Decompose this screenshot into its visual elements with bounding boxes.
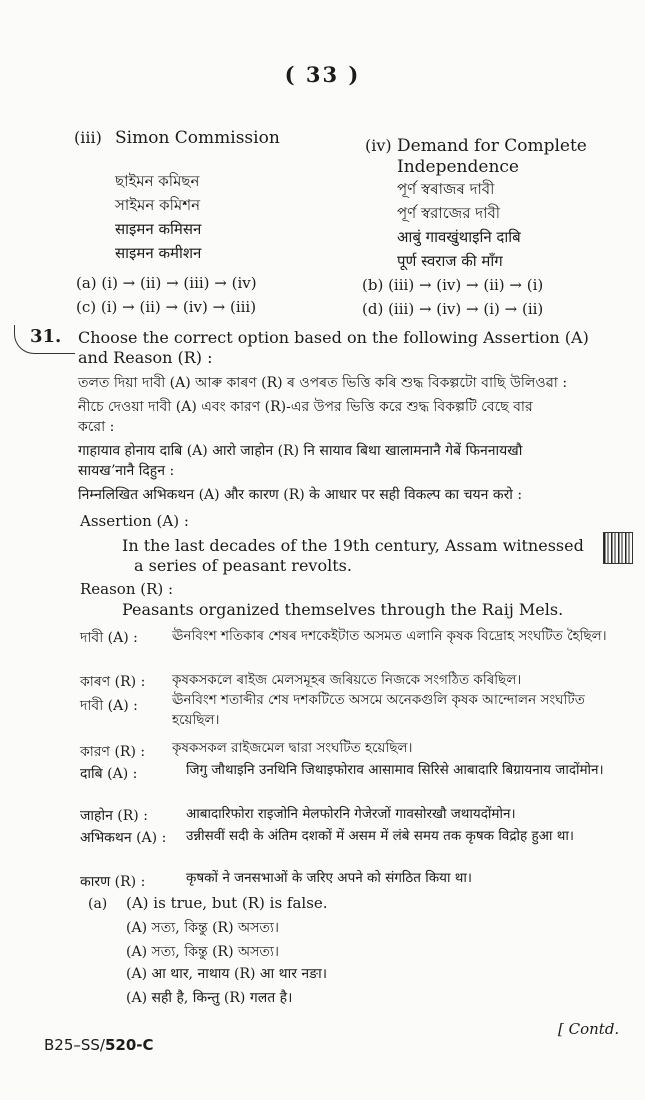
translation-text: उन्नीसवीं सदी के अंतिम दशकों में असम में लंबे समय तक कृषक विद्रोह हुआ था। (186, 828, 574, 844)
translation-label: কারণ (R) : (80, 744, 146, 760)
paper-code-suffix: 520-C (104, 1036, 154, 1054)
option-iv-bengali: পূর্ণ স্বরাজের দাবী (397, 204, 501, 222)
instruction-assamese: তলত দিয়া দাবী (A) আৰু কাৰণ (R) ৰ ওপৰত ভিত্তি কৰি শুদ্ধ বিকল্পটো বাছি উলিওৱা : (78, 375, 568, 391)
page-number: ( 33 ) (284, 62, 361, 87)
assertion-text-1: In the last decades of the 19th century, Assam witnessed (122, 536, 584, 555)
instruction-bengali-2: করো : (78, 419, 115, 435)
translation-label: दाबि (A) : (80, 766, 138, 782)
translation-label: अभिकथन (A) : (80, 830, 167, 846)
translation-text: कृषकों ने जनसभाओं के जरिए अपने को संगठित किया था। (186, 870, 472, 886)
reason-text: Peasants organized themselves through the Raij Mels. (122, 600, 564, 619)
reason-label: Reason (R) : (80, 580, 174, 598)
option-iv-hindi: पूर्ण स्वराज की माँग (397, 252, 503, 270)
qr-code-icon (603, 532, 633, 564)
translation-text: ঊনবিংশ শতিকাৰ শেষৰ দশকেইটাত অসমত এলানি কৃষক বিদ্ৰোহ সংঘটিত হৈছিল। (172, 628, 607, 644)
assertion-text-2: a series of peasant revolts. (134, 556, 352, 575)
instruction-bodo-2: सायखʼनानै दिहुन : (78, 463, 175, 479)
option-iii-english: Simon Commission (115, 128, 280, 148)
paper-code (44, 1036, 154, 1054)
answer-c-sequence: (c) (i) → (ii) → (iv) → (iii) (76, 298, 257, 316)
continued-marker: [ Contd. (558, 1020, 620, 1038)
option-iv-english-2: Independence (397, 157, 519, 177)
translation-text: आबादारिफोरा राइजोनि मेलफोरनि गेजेरजों गावसोरखौ जथायदोंमोन। (186, 806, 516, 822)
option-a-assamese: (A) সত্য, কিন্তু (R) অসত্য। (126, 920, 279, 936)
instruction-bodo-1: गाहायाव होनाय दाबि (A) आरो जाहोन (R) नि सायाव बिथा खालामनानै गेबें फिननायखौ (78, 443, 523, 459)
instruction-hindi: निम्नलिखित अभिकथन (A) और कारण (R) के आधार पर सही विकल्प का चयन करो : (78, 487, 523, 503)
answer-d-sequence: (d) (iii) → (iv) → (i) → (ii) (362, 300, 544, 318)
option-iii-assamese: ছাইমন কমিছন (115, 172, 200, 190)
translation-label: कारण (R) : (80, 874, 146, 890)
translation-text: ঊনবিংশ শতাব্দীর শেষ দশকটিতে অসমে অনেকগুলি কৃষক আন্দোলন সংঘটিত হয়েছিল। (172, 692, 585, 728)
translation-text: जिगु जौथाइनि उनथिनि जिथाइफोराव आसामाव सिरिसे आबादारि बिग्रायनाय जादोंमोन। (186, 762, 604, 778)
option-iii-bodo: साइमन कमिसन (115, 220, 202, 238)
answer-b-sequence: (b) (iii) → (iv) → (ii) → (i) (362, 276, 544, 294)
option-iv-english-1: Demand for Complete (397, 136, 587, 156)
translation-label: দাবী (A) : (80, 630, 138, 646)
option-iv-bodo: आबुं गावखुंथाइनि दाबि (397, 228, 521, 246)
option-iii-number: (iii) (74, 128, 102, 147)
question-number: 31. (30, 326, 62, 347)
option-iv-number: (iv) (365, 136, 392, 155)
translation-text: কৃষকসকল রাইজমেল দ্বারা সংঘটিত হয়েছিল। (172, 740, 413, 756)
option-a-hindi: (A) सही है, किन्तु (R) गलत है। (126, 990, 293, 1006)
instruction-english-2: and Reason (R) : (78, 348, 213, 367)
instruction-english-1: Choose the correct option based on the following Assertion (A) (78, 328, 589, 347)
option-a-label: (a) (88, 896, 108, 912)
option-a-english: (A) is true, but (R) is false. (126, 894, 328, 912)
paper-code-prefix: B25–SS/ (44, 1036, 105, 1054)
translation-label: দাবী (A) : (80, 698, 138, 714)
translation-label: কাৰণ (R) : (80, 674, 146, 690)
option-iv-assamese: পূৰ্ণ স্বৰাজৰ দাবী (397, 180, 495, 198)
option-iii-bengali: সাইমন কমিশন (115, 196, 201, 214)
translation-text: কৃষকসকলে ৰাইজ মেলসমূহৰ জৰিয়তে নিজকে সংগঠিত কৰিছিল। (172, 672, 522, 688)
option-iii-hindi: साइमन कमीशन (115, 244, 202, 262)
answer-a-sequence: (a) (i) → (ii) → (iii) → (iv) (76, 274, 257, 292)
option-a-bengali: (A) সত্য, কিন্তু (R) অসত্য। (126, 944, 279, 960)
assertion-label: Assertion (A) : (80, 512, 189, 530)
translation-label: जाहोन (R) : (80, 808, 148, 824)
instruction-bengali-1: নীচে দেওয়া দাবী (A) এবং কারণ (R)-এর উপর ভিত্তি করে শুদ্ধ বিকল্পটি বেছে বার (78, 399, 533, 415)
option-a-bodo: (A) आ थार, नाथाय (R) आ थार नङा। (126, 966, 328, 982)
